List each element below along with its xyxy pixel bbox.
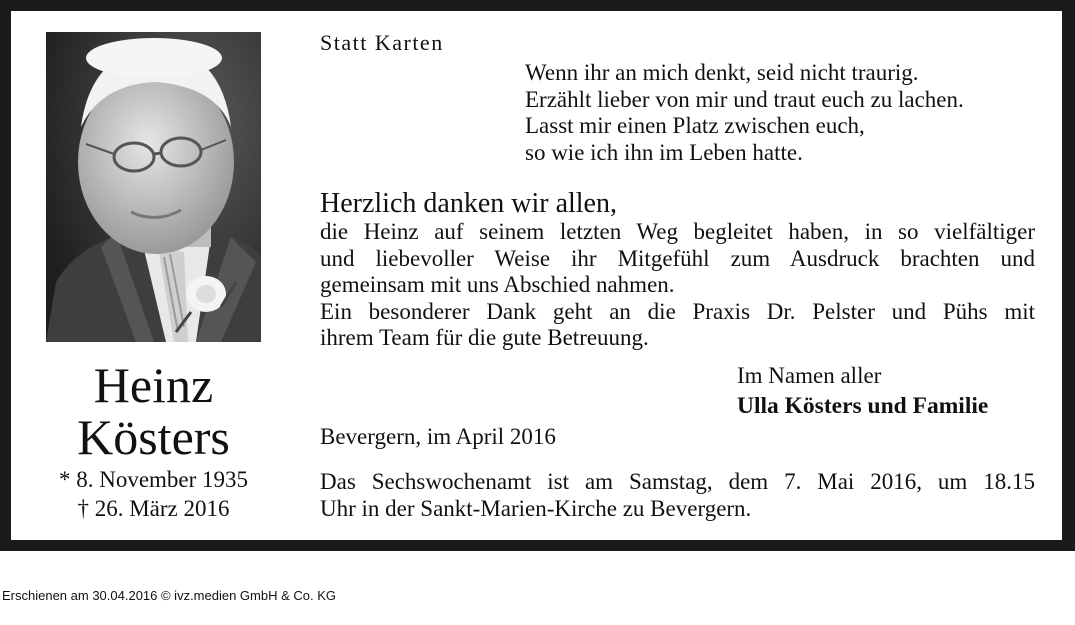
- obituary-notice: [11, 11, 1062, 540]
- thanks-paragraph: [320, 219, 1035, 352]
- signature-intro: Im Namen aller: [737, 363, 882, 388]
- thanks-line: Ein besonderer Dank geht an die Praxis Dr. Pelster und Pühs mit: [320, 298, 1035, 324]
- poem-line: so wie ich ihn im Leben hatte.: [525, 139, 803, 165]
- publication-footer: Erschienen am 30.04.2016 © ivz.medien GmbH & Co. KG: [2, 588, 337, 603]
- place-date: Bevergern, im April 2016: [320, 424, 556, 449]
- deceased-first-name: Heinz: [93, 357, 214, 413]
- thanks-line: und liebevoller Weise ihr Mitgefühl zum Ausdruck brachten und: [320, 245, 1035, 271]
- deceased-last-name: Kösters: [77, 409, 230, 465]
- signature-names: Ulla Kösters und Familie: [737, 393, 989, 419]
- thanks-line: gemeinsam mit uns Abschied nahmen.: [320, 272, 675, 297]
- thanks-line: die Heinz auf seinem letzten Weg begleitet haben, in so vielfältiger: [320, 219, 1035, 244]
- thanks-heading: Herzlich danken wir allen,: [320, 188, 617, 219]
- mass-announcement: [320, 469, 1035, 522]
- statt-karten-header: Statt Karten: [320, 30, 444, 55]
- portrait-photo: [46, 32, 261, 342]
- poem-line: Erzählt lieber von mir und traut euch zu lachen.: [525, 86, 964, 112]
- mass-line: Uhr in der Sankt-Marien-Kirche zu Bevergern.: [320, 495, 752, 521]
- poem-line: Lasst mir einen Platz zwischen euch,: [525, 113, 865, 138]
- death-date: † 26. März 2016: [77, 496, 230, 521]
- poem: [525, 60, 964, 166]
- thanks-line: ihrem Team für die gute Betreuung.: [320, 325, 649, 350]
- birth-date: * 8. November 1935: [58, 467, 249, 492]
- mass-line: Das Sechswochenamt ist am Samstag, dem 7. Mai 2016, um 18.15: [320, 469, 1035, 494]
- poem-line: Wenn ihr an mich denkt, seid nicht traurig.: [525, 60, 919, 85]
